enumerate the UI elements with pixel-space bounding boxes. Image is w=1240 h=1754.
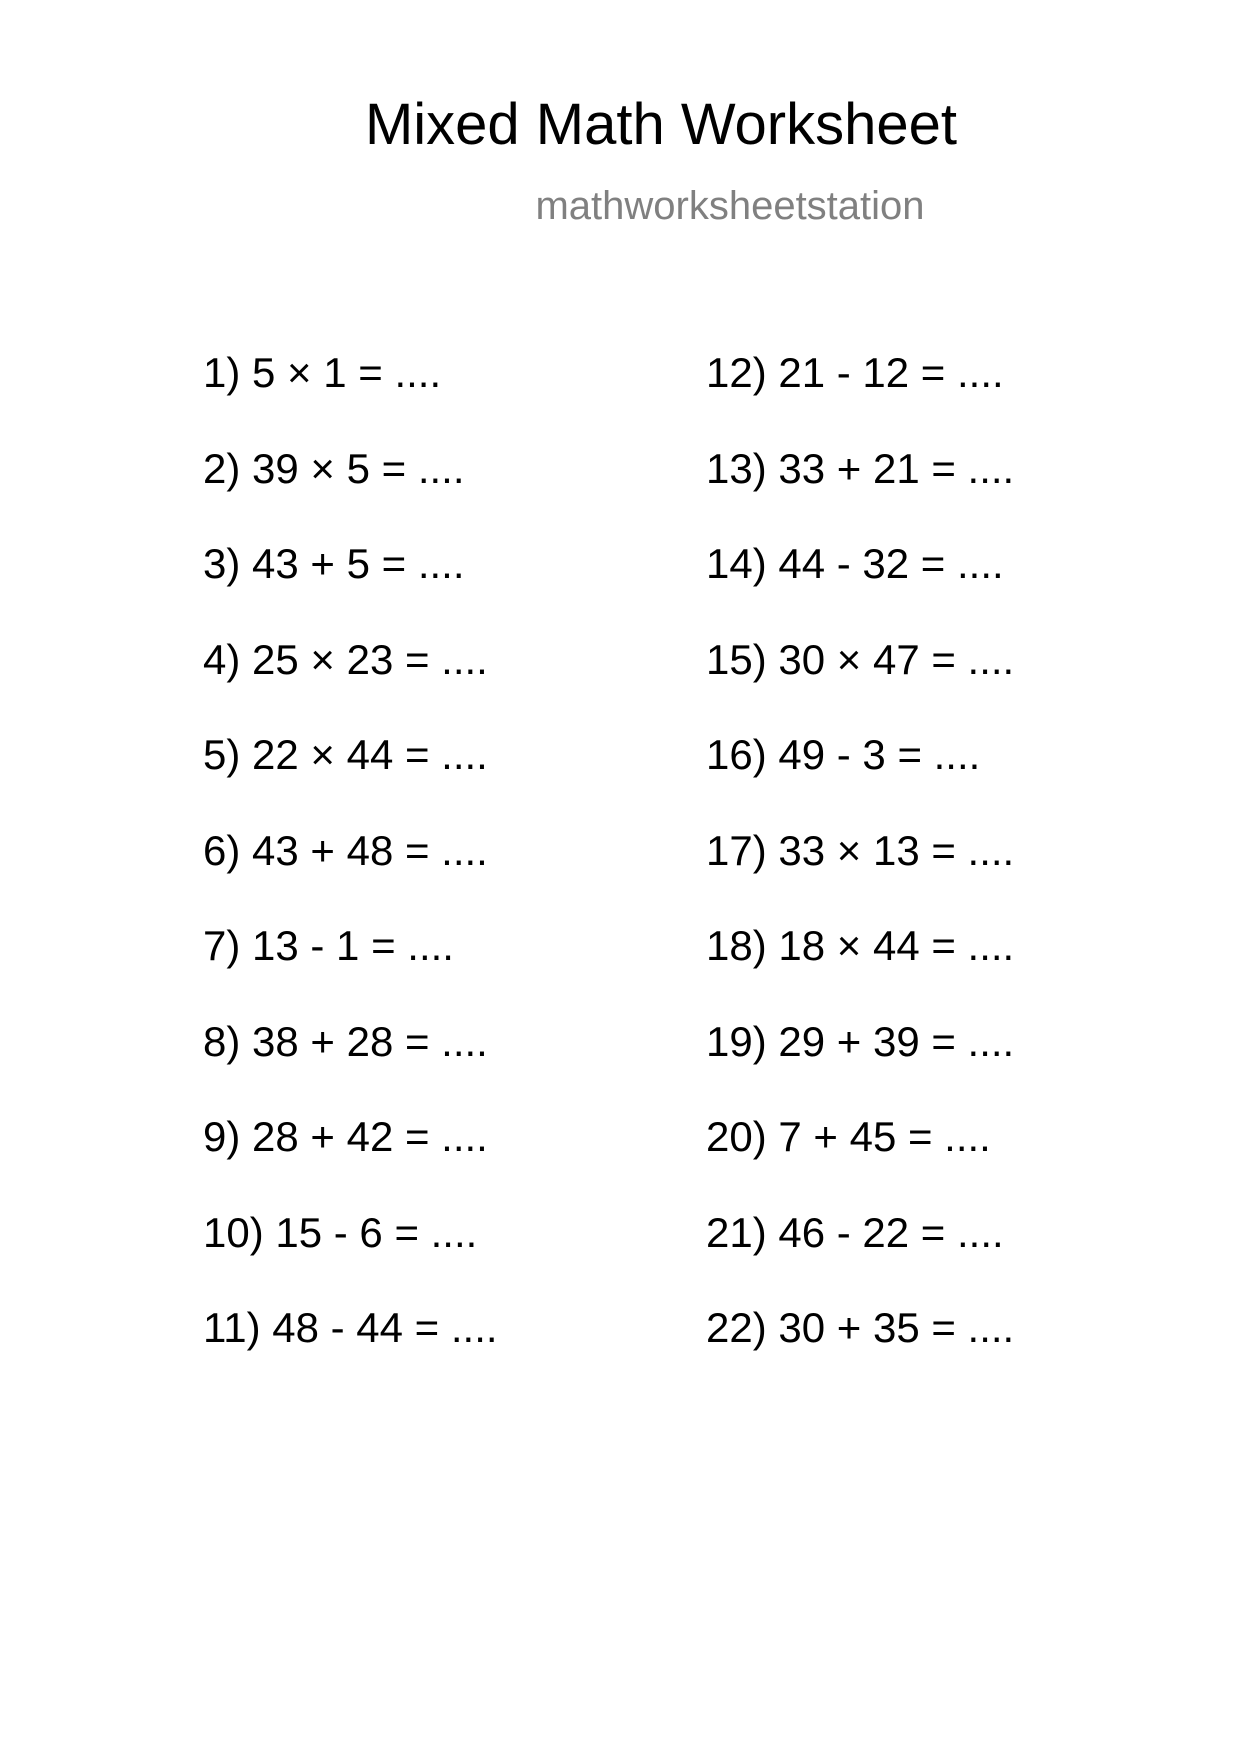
problem-22: 22) 30 + 35 = .... bbox=[706, 1304, 1015, 1351]
problem-11: 11) 48 - 44 = .... bbox=[203, 1304, 498, 1351]
problem-19: 19) 29 + 39 = .... bbox=[706, 1017, 1015, 1065]
problem-4: 4) 25 × 23 = .... bbox=[203, 635, 488, 683]
page-subtitle: mathworksheetstation bbox=[535, 184, 925, 228]
page-title: Mixed Math Worksheet bbox=[364, 92, 958, 157]
problem-18: 18) 18 × 44 = .... bbox=[706, 922, 1015, 969]
problem-9: 9) 28 + 42 = .... bbox=[203, 1113, 488, 1160]
problem-14: 14) 44 - 32 = .... bbox=[706, 540, 1004, 587]
problem-10: 10) 15 - 6 = .... bbox=[203, 1208, 478, 1256]
problem-5: 5) 22 × 44 = .... bbox=[203, 731, 488, 778]
problem-column-left bbox=[203, 349, 498, 1403]
problem-1: 1) 5 × 1 = .... bbox=[203, 349, 442, 396]
problem-13: 13) 33 + 21 = .... bbox=[706, 444, 1015, 492]
problem-6: 6) 43 + 48 = .... bbox=[203, 826, 488, 874]
problem-15: 15) 30 × 47 = .... bbox=[706, 635, 1015, 683]
problem-21: 21) 46 - 22 = .... bbox=[706, 1208, 1004, 1256]
problem-17: 17) 33 × 13 = .... bbox=[706, 826, 1015, 874]
problem-column-right bbox=[706, 349, 1015, 1403]
problem-12: 12) 21 - 12 = .... bbox=[706, 349, 1004, 396]
problem-2: 2) 39 × 5 = .... bbox=[203, 444, 465, 492]
problem-3: 3) 43 + 5 = .... bbox=[203, 540, 465, 587]
problem-7: 7) 13 - 1 = .... bbox=[203, 922, 454, 969]
problem-20: 20) 7 + 45 = .... bbox=[706, 1113, 991, 1160]
problem-8: 8) 38 + 28 = .... bbox=[203, 1017, 488, 1065]
problem-16: 16) 49 - 3 = .... bbox=[706, 731, 981, 778]
